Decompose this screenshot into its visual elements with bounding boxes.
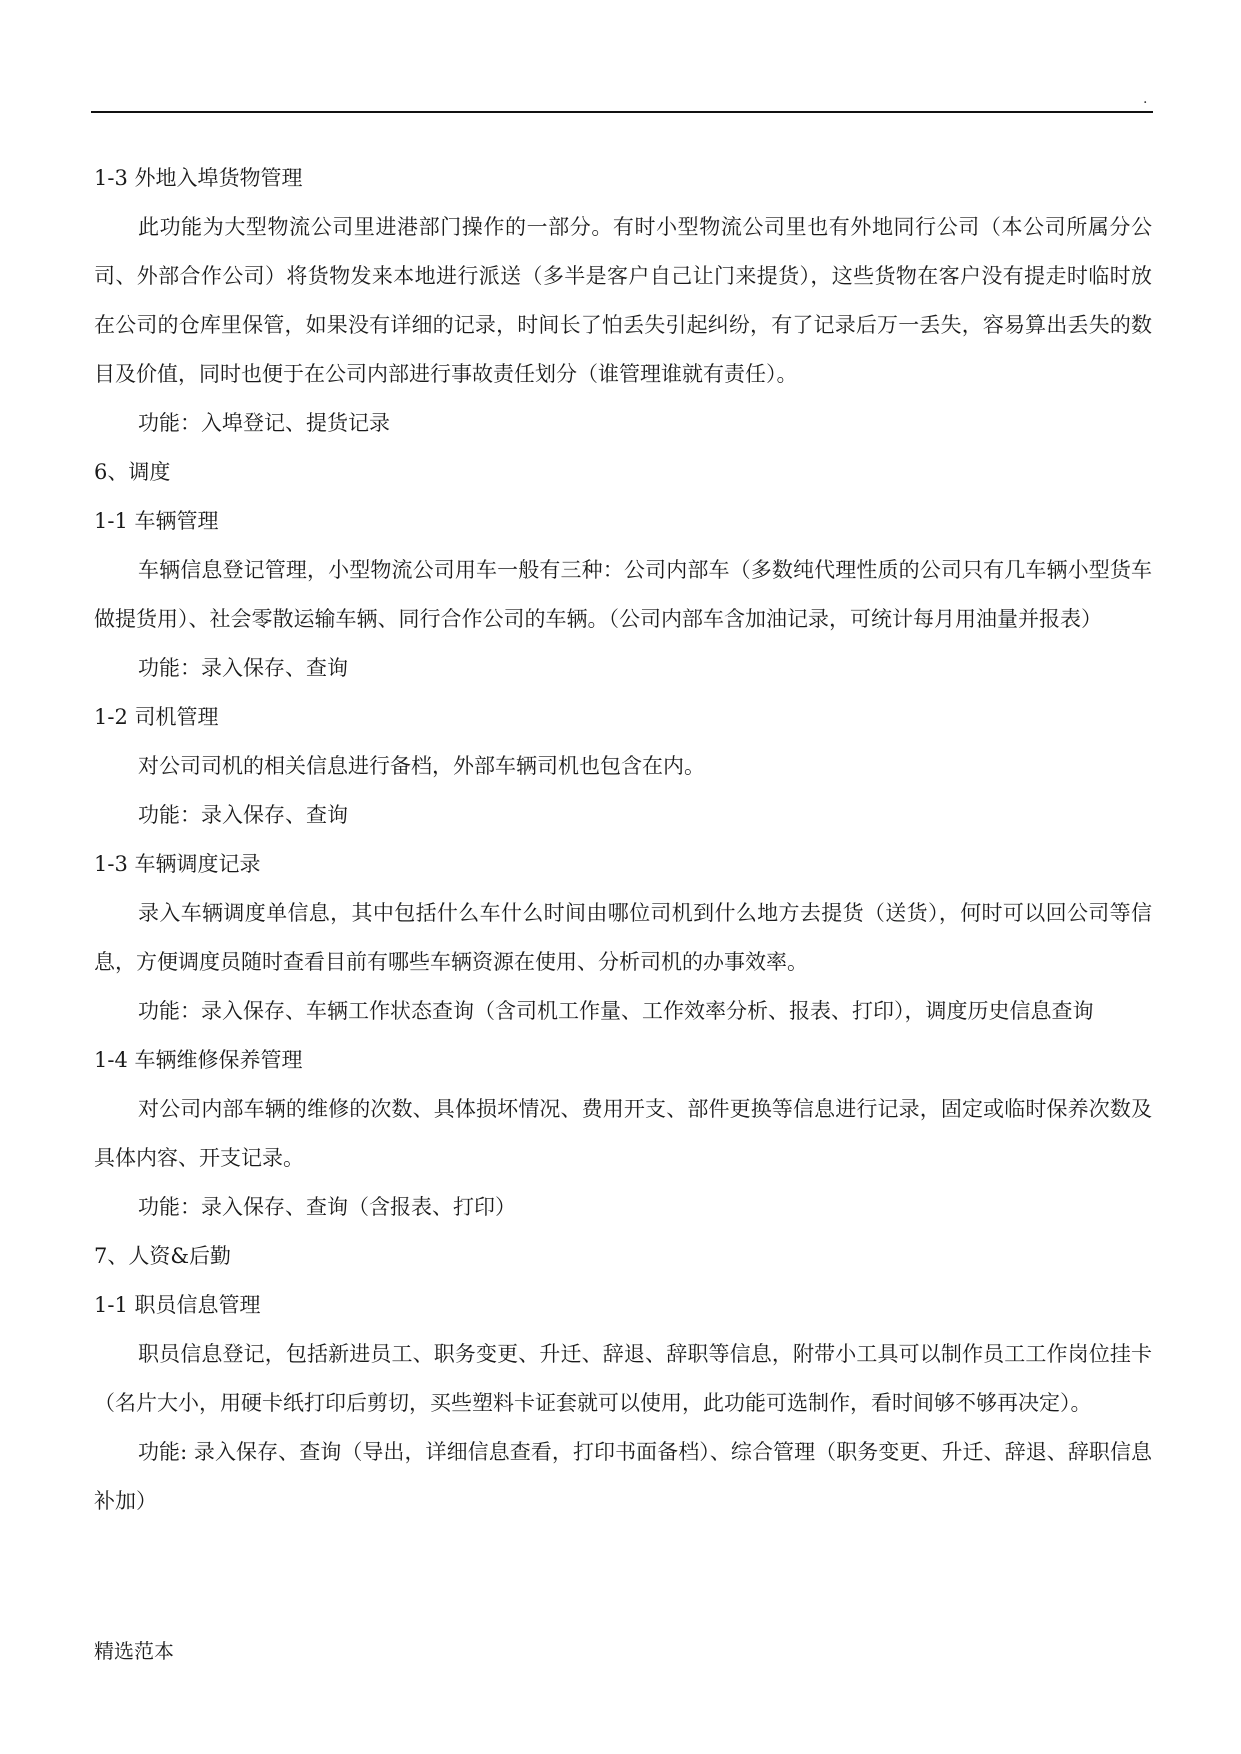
paragraph: 录入车辆调度单信息，其中包括什么车什么时间由哪位司机到什么地方去提货（送货），何时可以回公司等信息，方便调度员随时查看目前有哪些车辆资源在使用、分析司机的办事效率。	[94, 901, 1152, 974]
section-heading: 1-3 外地入埠货物管理	[94, 166, 303, 190]
paragraph: 对公司内部车辆的维修的次数、具体损坏情况、费用开支、部件更换等信息进行记录，固定或临时保养次数及具体内容、开支记录。	[94, 1097, 1152, 1170]
paragraph: 此功能为大型物流公司里进港部门操作的一部分。有时小型物流公司里也有外地同行公司（本公司所属分公司、外部合作公司）将货物发来本地进行派送（多半是客户自己让门来提货），这些货物在客户没有提走时临时放在公司的仓库里保管，如果没有详细的记录，时间长了怕丢失引起纠纷，有了记录后万一丢失，容易算出丢失的数目及价值，同时也便于在公司内部进行事故责任划分（谁管理谁就有责任）。	[94, 215, 1152, 386]
section-heading: 1-4 车辆维修保养管理	[94, 1048, 303, 1072]
paragraph: 功能：录入保存、车辆工作状态查询（含司机工作量、工作效率分析、报表、打印），调度历史信息查询	[138, 999, 1094, 1023]
section-heading: 1-3 车辆调度记录	[94, 852, 261, 876]
section-heading: 6、调度	[94, 460, 171, 484]
section-heading: 7、人资&后勤	[94, 1244, 232, 1268]
paragraph: 功能：录入保存、查询	[138, 803, 348, 827]
section-heading: 1-1 车辆管理	[94, 509, 219, 533]
paragraph: 车辆信息登记管理，小型物流公司用车一般有三种：公司内部车（多数纯代理性质的公司只有几车辆小型货车做提货用）、社会零散运输车辆、同行合作公司的车辆。（公司内部车含加油记录，可统计每月用油量并报表）	[94, 558, 1152, 631]
paragraph: 职员信息登记，包括新进员工、职务变更、升迁、辞退、辞职等信息，附带小工具可以制作员工工作岗位挂卡（名片大小，用硬卡纸打印后剪切，买些塑料卡证套就可以使用，此功能可选制作，看时间够不够再决定）。	[94, 1342, 1152, 1415]
document-body	[94, 154, 1152, 1526]
paragraph: 对公司司机的相关信息进行备档，外部车辆司机也包含在内。	[138, 754, 705, 778]
paragraph: 功能：入埠登记、提货记录	[138, 411, 390, 435]
paragraph: 功能：录入保存、查询	[138, 656, 348, 680]
paragraph: 功能: 录入保存、查询（导出，详细信息查看，打印书面备档）、综合管理（职务变更、升迁、辞退、辞职信息补加）	[94, 1440, 1152, 1513]
header-mark: .	[1143, 91, 1148, 107]
section-heading: 1-2 司机管理	[94, 705, 219, 729]
section-heading: 1-1 职员信息管理	[94, 1293, 261, 1317]
header-rule	[91, 111, 1153, 113]
paragraph: 功能：录入保存、查询（含报表、打印）	[138, 1195, 516, 1219]
footer-text: 精选范本	[94, 1639, 174, 1663]
